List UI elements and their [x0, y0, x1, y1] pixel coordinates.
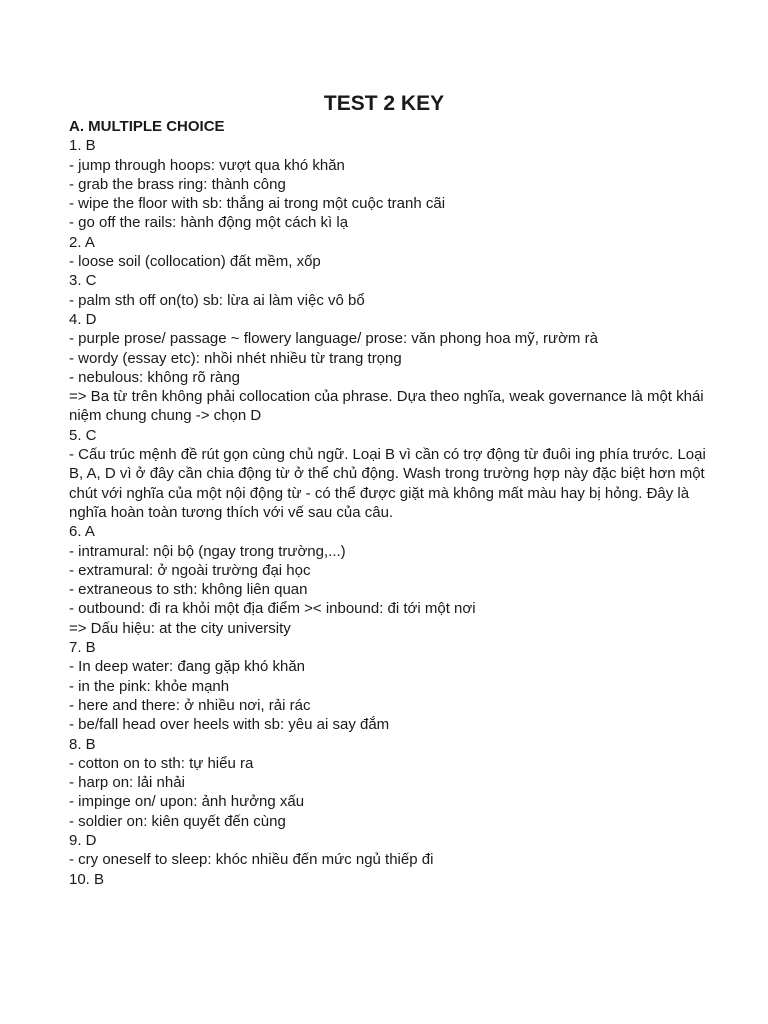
answer-line: - here and there: ở nhiều nơi, rải rác [69, 696, 311, 714]
answer-line: 1. B [69, 137, 96, 155]
answer-line: => Ba từ trên không phải collocation của phrase. Dựa theo nghĩa, weak governance là một khái niệm chung chung -> chọn D [69, 388, 704, 425]
answer-line: - wordy (essay etc): nhồi nhét nhiều từ trang trọng [69, 349, 402, 367]
answer-line: - palm sth off on(to) sb: lừa ai làm việc vô bổ [69, 291, 365, 309]
answer-key-body [69, 117, 709, 889]
answer-line: - in the pink: khỏe mạnh [69, 677, 230, 695]
answer-line: - soldier on: kiên quyết đến cùng [69, 812, 286, 830]
answer-line: - extramural: ở ngoài trường đại học [69, 561, 311, 579]
answer-line: - nebulous: không rõ ràng [69, 368, 240, 386]
answer-line: - grab the brass ring: thành công [69, 175, 286, 193]
answer-line: - purple prose/ passage ~ flowery language/ prose: văn phong hoa mỹ, rườm rà [69, 330, 598, 348]
answer-line: - In deep water: đang gặp khó khăn [69, 658, 306, 676]
answer-line: - impinge on/ upon: ảnh hưởng xấu [69, 793, 305, 811]
answer-line: 2. A [69, 233, 95, 251]
answer-line: 6. A [69, 523, 95, 541]
answer-line: - jump through hoops: vượt qua khó khăn [69, 156, 345, 174]
answer-line: 7. B [69, 639, 96, 657]
answer-line: - cry oneself to sleep: khóc nhiều đến mức ngủ thiếp đi [69, 851, 434, 869]
answer-line: 5. C [69, 426, 97, 444]
answer-line: - outbound: đi ra khỏi một địa điểm >< inbound: đi tới một nơi [69, 600, 476, 618]
answer-line: 8. B [69, 735, 96, 753]
answer-line: 3. C [69, 272, 97, 290]
answer-line: - go off the rails: hành động một cách kì lạ [69, 214, 349, 232]
answer-line: 9. D [69, 831, 97, 849]
answer-line: - intramural: nội bộ (ngay trong trường,...) [69, 542, 346, 560]
page-title: TEST 2 KEY [323, 92, 445, 115]
answer-line: - cotton on to sth: tự hiểu ra [69, 754, 254, 772]
answer-line: - harp on: lải nhải [69, 774, 185, 792]
section-heading: A. MULTIPLE CHOICE [69, 118, 225, 135]
answer-line: 4. D [69, 310, 97, 328]
answer-line: 10. B [69, 870, 105, 888]
answer-line: => Dấu hiệu: at the city university [69, 619, 291, 637]
answer-line: - extraneous to sth: không liên quan [69, 581, 308, 599]
answer-line: - be/fall head over heels with sb: yêu ai say đắm [69, 716, 390, 734]
answer-line: - wipe the floor with sb: thắng ai trong một cuộc tranh cãi [69, 195, 446, 213]
answer-line: - Cấu trúc mệnh đề rút gọn cùng chủ ngữ. Loại B vì cần có trợ động từ đuôi ing phía trước. Loại B, A, D vì ở đây cần chia động từ ở thể chủ động. Wash trong trường hợp này đặc biệt hơn một chút với nghĩa của một nội động từ - có thể được giặt mà không mất màu hay bị hỏng. Đây là nghĩa hoàn toàn tương thích với vế sau của câu. [69, 446, 706, 521]
answer-line: - loose soil (collocation) đất mềm, xốp [69, 253, 321, 271]
